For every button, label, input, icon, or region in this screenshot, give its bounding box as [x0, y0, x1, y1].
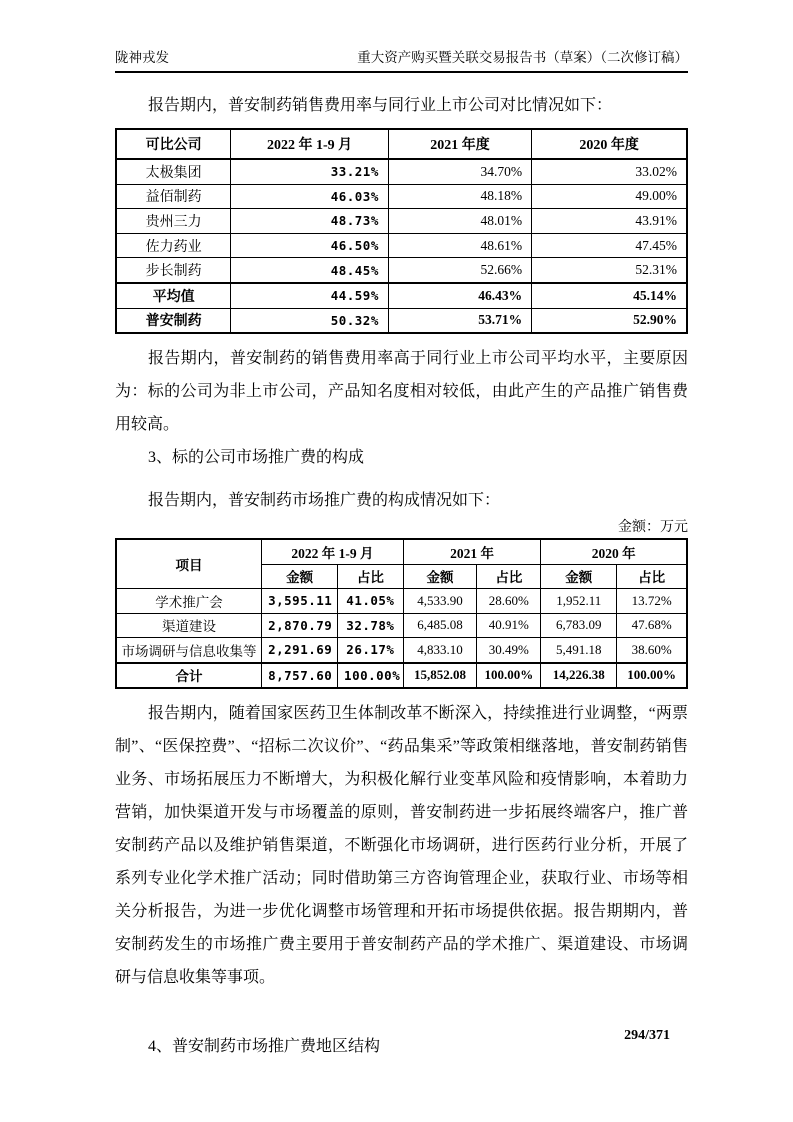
- section-heading-3: 3、标的公司市场推广费的构成: [148, 449, 365, 467]
- value-cell: 47.45%: [532, 233, 687, 258]
- target-company-row: [116, 308, 687, 333]
- value-cell: 40.91%: [477, 613, 541, 638]
- table-row: [116, 184, 687, 209]
- value-cell: 28.60%: [477, 589, 541, 614]
- subheader-ratio: 占比: [338, 564, 404, 589]
- value-cell: 50.32%: [231, 308, 389, 333]
- value-cell: 14,226.38: [541, 663, 617, 689]
- column-header-item: 项目: [116, 539, 262, 589]
- item-name-cell: 市场调研与信息收集等: [116, 638, 262, 663]
- value-cell: 52.66%: [388, 258, 531, 283]
- table-row: [116, 613, 687, 638]
- value-cell: 32.78%: [338, 613, 404, 638]
- value-cell: 46.43%: [388, 283, 531, 308]
- table-row: [116, 209, 687, 234]
- value-cell: 2,291.69: [262, 638, 338, 663]
- value-cell: 33.02%: [532, 159, 687, 184]
- value-cell: 44.59%: [231, 283, 389, 308]
- value-cell: 47.68%: [617, 613, 687, 638]
- value-cell: 13.72%: [617, 589, 687, 614]
- average-row: [116, 283, 687, 308]
- subheader-amount: 金额: [262, 564, 338, 589]
- table-row: [116, 258, 687, 283]
- value-cell: 2,870.79: [262, 613, 338, 638]
- column-header-2021: 2021 年度: [388, 129, 531, 159]
- value-cell: 48.18%: [388, 184, 531, 209]
- section-heading-4: 4、普安制药市场推广费地区结构: [148, 1038, 381, 1056]
- report-title: 重大资产购买暨关联交易报告书（草案）（二次修订稿）: [357, 50, 688, 65]
- company-name-cell: 普安制药: [116, 308, 231, 333]
- column-header-2020: 2020 年度: [532, 129, 687, 159]
- subheader-ratio: 占比: [477, 564, 541, 589]
- company-name-cell: 平均值: [116, 283, 231, 308]
- value-cell: 100.00%: [338, 663, 404, 689]
- sales-expense-ratio-table: [115, 128, 688, 334]
- value-cell: 48.73%: [231, 209, 389, 234]
- value-cell: 6,783.09: [541, 613, 617, 638]
- subheader-ratio: 占比: [617, 564, 687, 589]
- policy-paragraph: 报告期内，随着国家医药卫生体制改革不断深入，持续推进行业调整，“两票制”、“医保控费”、“招标二次议价”、“药品集采”等政策相继落地，普安制药销售业务、市场拓展压力不断增大，为积极化解行业变革风险和疫情影响，本着助力营销，加快渠道开发与市场覆盖的原则，普安制药进一步拓展终端客户，推广普安制药产品以及维护销售渠道，不断强化市场调研，进行医药行业分析，开展了系列专业化学术推广活动；同时借助第三方咨询管理企业，获取行业、市场等相关分析报告，为进一步优化调整市场管理和开拓市场提供依据。报告期期内，普安制药发生的市场推广费主要用于普安制药产品的学术推广、渠道建设、市场调研与信息收集等事项。: [115, 705, 688, 987]
- column-header-2022: 2022 年 1-9 月: [231, 129, 389, 159]
- value-cell: 26.17%: [338, 638, 404, 663]
- value-cell: 46.03%: [231, 184, 389, 209]
- item-name-cell: 合计: [116, 663, 262, 689]
- value-cell: 5,491.18: [541, 638, 617, 663]
- company-short-name: 陇神戎发: [115, 50, 169, 65]
- value-cell: 4,833.10: [403, 638, 477, 663]
- table-header-row: [116, 129, 687, 159]
- value-cell: 34.70%: [388, 159, 531, 184]
- company-name-cell: 贵州三力: [116, 209, 231, 234]
- value-cell: 30.49%: [477, 638, 541, 663]
- document-header: [115, 46, 688, 73]
- value-cell: 100.00%: [477, 663, 541, 689]
- group-header-2020: 2020 年: [541, 539, 687, 564]
- value-cell: 52.31%: [532, 258, 687, 283]
- value-cell: 6,485.08: [403, 613, 477, 638]
- value-cell: 3,595.11: [262, 589, 338, 614]
- subheader-amount: 金额: [403, 564, 477, 589]
- value-cell: 100.00%: [617, 663, 687, 689]
- company-name-cell: 太极集团: [116, 159, 231, 184]
- value-cell: 52.90%: [532, 308, 687, 333]
- value-cell: 8,757.60: [262, 663, 338, 689]
- value-cell: 48.01%: [388, 209, 531, 234]
- intro-paragraph-2: 报告期内，普安制药市场推广费的构成情况如下：: [148, 492, 501, 510]
- item-name-cell: 学术推广会: [116, 589, 262, 614]
- value-cell: 45.14%: [532, 283, 687, 308]
- subheader-amount: 金额: [541, 564, 617, 589]
- value-cell: 48.45%: [231, 258, 389, 283]
- value-cell: 38.60%: [617, 638, 687, 663]
- company-name-cell: 益佰制药: [116, 184, 231, 209]
- company-name-cell: 佐力药业: [116, 233, 231, 258]
- value-cell: 48.61%: [388, 233, 531, 258]
- table-row: [116, 159, 687, 184]
- column-header-company: 可比公司: [116, 129, 231, 159]
- value-cell: 53.71%: [388, 308, 531, 333]
- total-row: [116, 663, 687, 689]
- company-name-cell: 步长制药: [116, 258, 231, 283]
- group-header-2021: 2021 年: [403, 539, 541, 564]
- table-header-row: [116, 539, 687, 564]
- table-row: [116, 233, 687, 258]
- page-number: 294/371: [624, 1028, 670, 1043]
- analysis-paragraph: 报告期内，普安制药的销售费用率高于同行业上市公司平均水平，主要原因为：标的公司为非上市公司，产品知名度相对较低，由此产生的产品推广销售费用较高。: [115, 350, 688, 434]
- value-cell: 43.91%: [532, 209, 687, 234]
- value-cell: 15,852.08: [403, 663, 477, 689]
- value-cell: 41.05%: [338, 589, 404, 614]
- promotion-fee-table: [115, 538, 688, 689]
- unit-label: 金额：万元: [618, 520, 688, 536]
- value-cell: 33.21%: [231, 159, 389, 184]
- table-row: [116, 638, 687, 663]
- value-cell: 1,952.11: [541, 589, 617, 614]
- value-cell: 49.00%: [532, 184, 687, 209]
- table-row: [116, 589, 687, 614]
- item-name-cell: 渠道建设: [116, 613, 262, 638]
- intro-paragraph-1: 报告期内，普安制药销售费用率与同行业上市公司对比情况如下：: [148, 97, 613, 114]
- value-cell: 4,533.90: [403, 589, 477, 614]
- value-cell: 46.50%: [231, 233, 389, 258]
- group-header-2022: 2022 年 1-9 月: [262, 539, 404, 564]
